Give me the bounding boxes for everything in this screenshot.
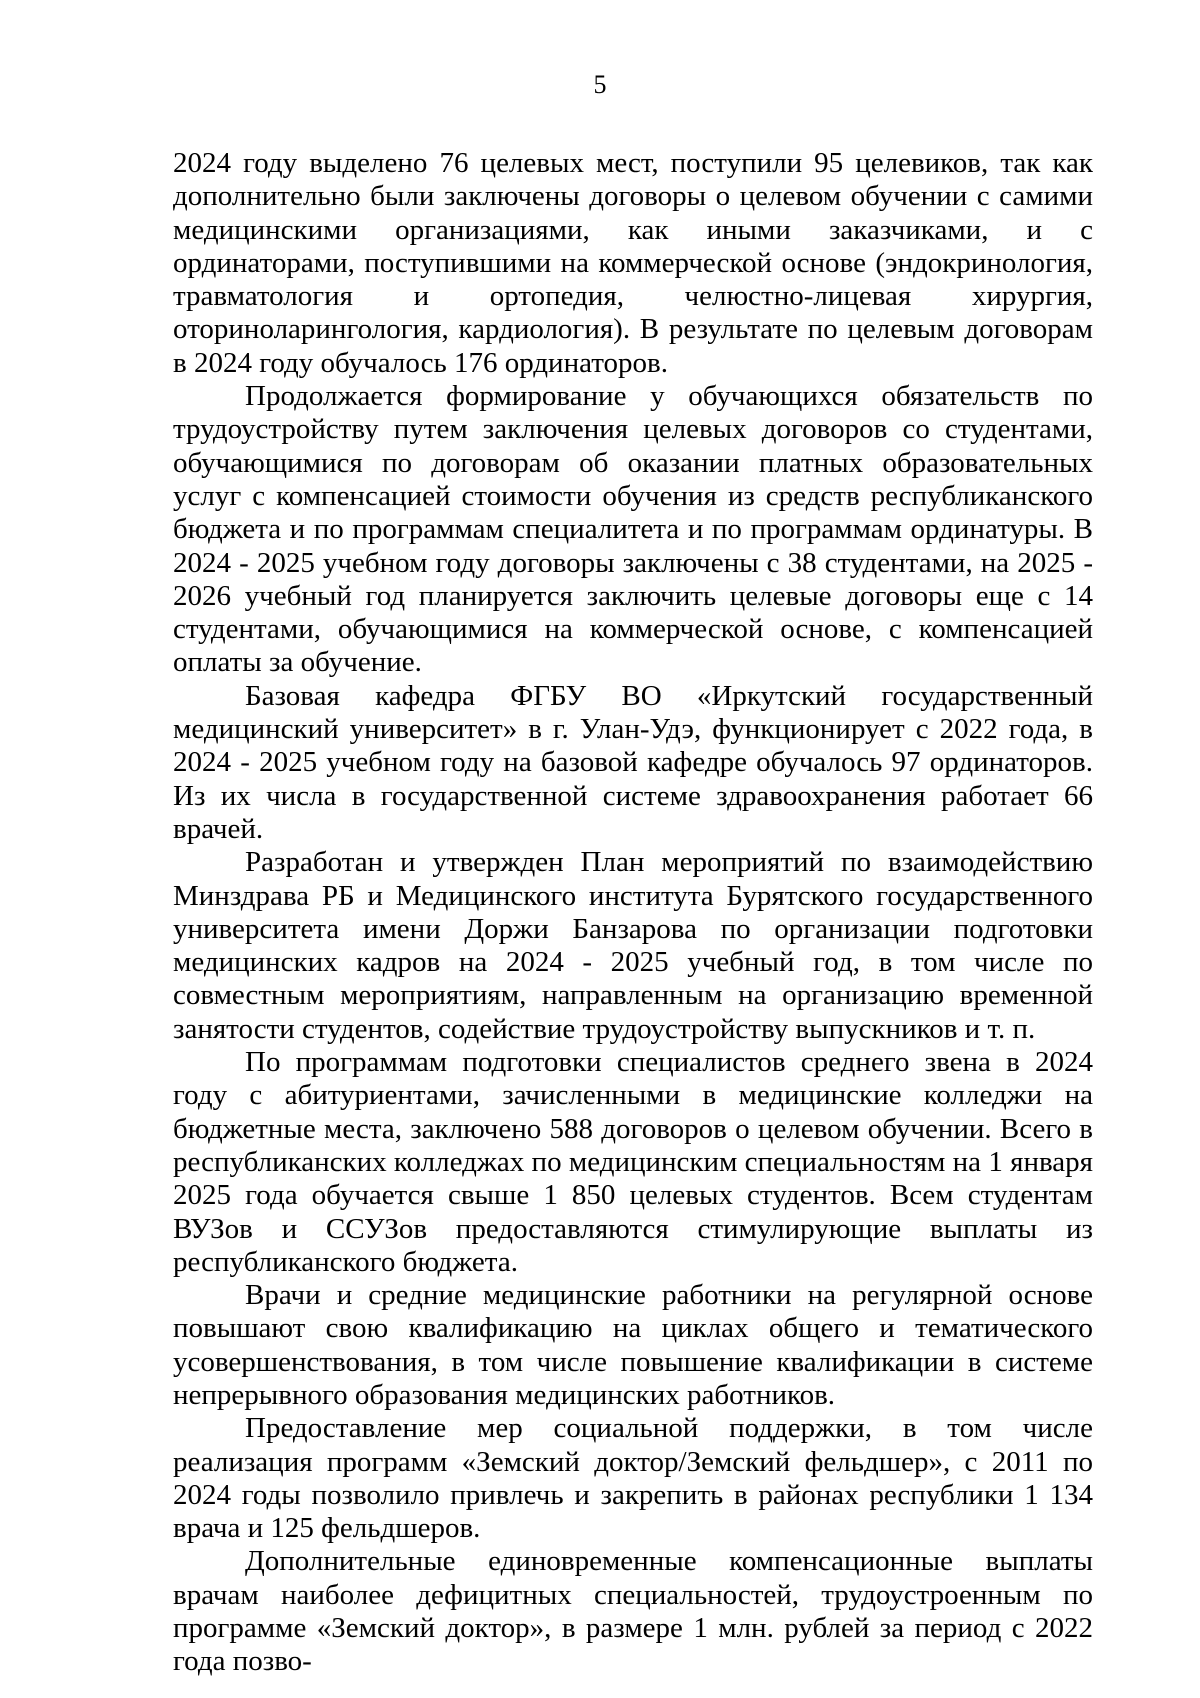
paragraph-continued: 2024 году выделено 76 целевых мест, поступили 95 целевиков, так как дополнительно были заключены договоры о целевом обучении с самими медицинскими организациями, как иными заказчиками, и с ординаторами, поступившими на коммерческой основе (эндокринология, травматология и ортопедия, челюстно-лицевая хирургия, оториноларингология, кардиология). В результате по целевым договорам в 2024 году обучалось 176 ординаторов. <box>173 147 1093 379</box>
paragraph: По программам подготовки специалистов среднего звена в 2024 году с абитуриентами, зачисленными в медицинские колледжи на бюджетные места, заключено 588 договоров о целевом обучении. Всего в республиканских колледжах по медицинским специальностям на 1 января 2025 года обучается свыше 1 850 целевых студентов. Всем студентам ВУЗов и ССУЗов предоставляются стимулирующие выплаты из республиканского бюджета. <box>173 1046 1093 1278</box>
paragraph: Врачи и средние медицинские работники на регулярной основе повышают свою квалификацию на циклах общего и тематического усовершенствования, в том числе повышение квалификации в системе непрерывного образования медицинских работников. <box>173 1279 1093 1411</box>
document-body <box>173 147 1093 1679</box>
page-number: 5 <box>593 70 607 99</box>
paragraph: Предоставление мер социальной поддержки, в том числе реализация программ «Земский доктор/Земский фельдшер», с 2011 по 2024 годы позволило привлечь и закрепить в районах республики 1 134 врача и 125 фельдшеров. <box>173 1412 1093 1545</box>
paragraph: Разработан и утвержден План мероприятий по взаимодействию Минздрава РБ и Медицинского института Бурятского государственного университета имени Доржи Банзарова по организации подготовки медицинских кадров на 2024 - 2025 учебный год, в том числе по совместным мероприятиям, направленным на организацию временной занятости студентов, содействие трудоустройству выпускников и т. п. <box>173 846 1093 1045</box>
paragraph: Продолжается формирование у обучающихся обязательств по трудоустройству путем заключения целевых договоров со студентами, обучающимися по договорам об оказании платных образовательных услуг с компенсацией стоимости обучения из средств республиканского бюджета и по программам специалитета и по программам ординатуры. В 2024 - 2025 учебном году договоры заключены с 38 студентами, на 2025 - 2026 учебный год планируется заключить целевые договоры еще с 14 студентами, обучающимися на коммерческой основе, с компенсацией оплаты за обучение. <box>173 380 1093 679</box>
paragraph: Базовая кафедра ФГБУ ВО «Иркутский государственный медицинский университет» в г. Улан-Удэ, функционирует с 2022 года, в 2024 - 2025 учебном году на базовой кафедре обучалось 97 ординаторов. Из их числа в государственной системе здравоохранения работает 66 врачей. <box>173 679 1093 845</box>
paragraph: Дополнительные единовременные компенсационные выплаты врачам наиболее дефицитных специальностей, трудоустроенным по программе «Земский доктор», в размере 1 млн. рублей за период с 2022 года позво- <box>173 1545 1093 1678</box>
